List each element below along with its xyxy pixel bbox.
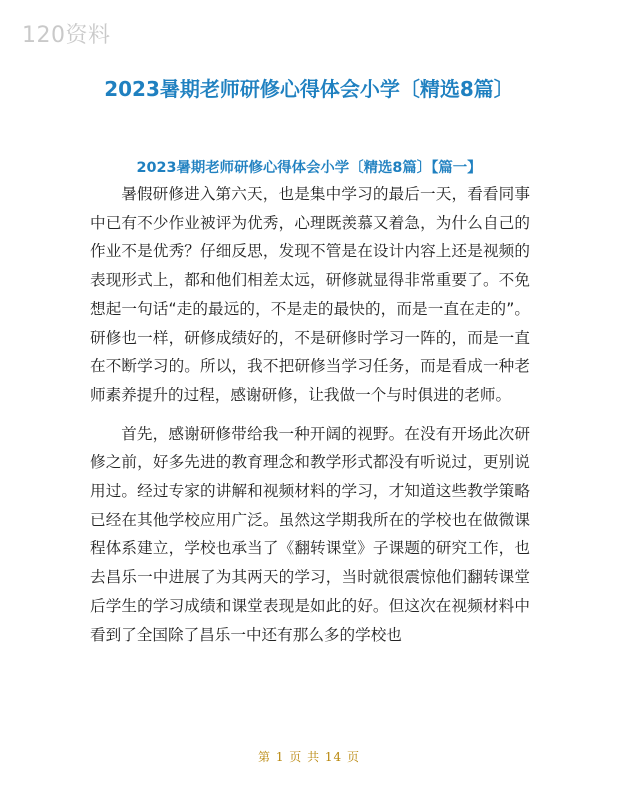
page-number-footer: 第 1 页 共 14 页 (258, 750, 360, 764)
document-body (90, 180, 530, 649)
watermark: 120资料 (22, 23, 111, 48)
body-paragraph-2: 首先，感谢研修带给我一种开阔的视野。在没有开场此次研修之前，好多先进的教育理念和教学形式都没有听说过，更别说用过。经过专家的讲解和视频材料的学习，才知道这些教学策略已经在其他学校应用广泛。虽然这学期我所在的学校也在做微课程体系建立，学校也承当了《翻转课堂》子课题的研究工作，也去昌乐一中进展了为其两天的学习，当时就很震惊他们翻转课堂后学生的学习成绩和课堂表现是如此的好。但这次在视频材料中看到了全国除了昌乐一中还有那么多的学校也 (90, 424, 530, 644)
body-paragraph-1: 暑假研修进入第六天，也是集中学习的最后一天，看看同事中已有不少作业被评为优秀，心理既羡慕又着急，为什么自己的作业不是优秀？仔细反思，发现不管是在设计内容上还是视频的表现形式上，都和他们相差太远，研修就显得非常重要了。不免想起一句话“走的最远的，不是走的最快的，而是一直在走的”。研修也一样，研修成绩好的，不是研修时学习一阵的，而是一直在不断学习的。所以，我不把研修当学习任务，而是看成一种老师素养提升的过程，感谢研修，让我做一个与时俱进的老师。 (90, 185, 530, 404)
document-title: 2023暑期老师研修心得体会小学〔精选8篇〕 (104, 77, 514, 101)
section-heading: 2023暑期老师研修心得体会小学〔精选8篇〕【篇一】 (136, 160, 482, 176)
